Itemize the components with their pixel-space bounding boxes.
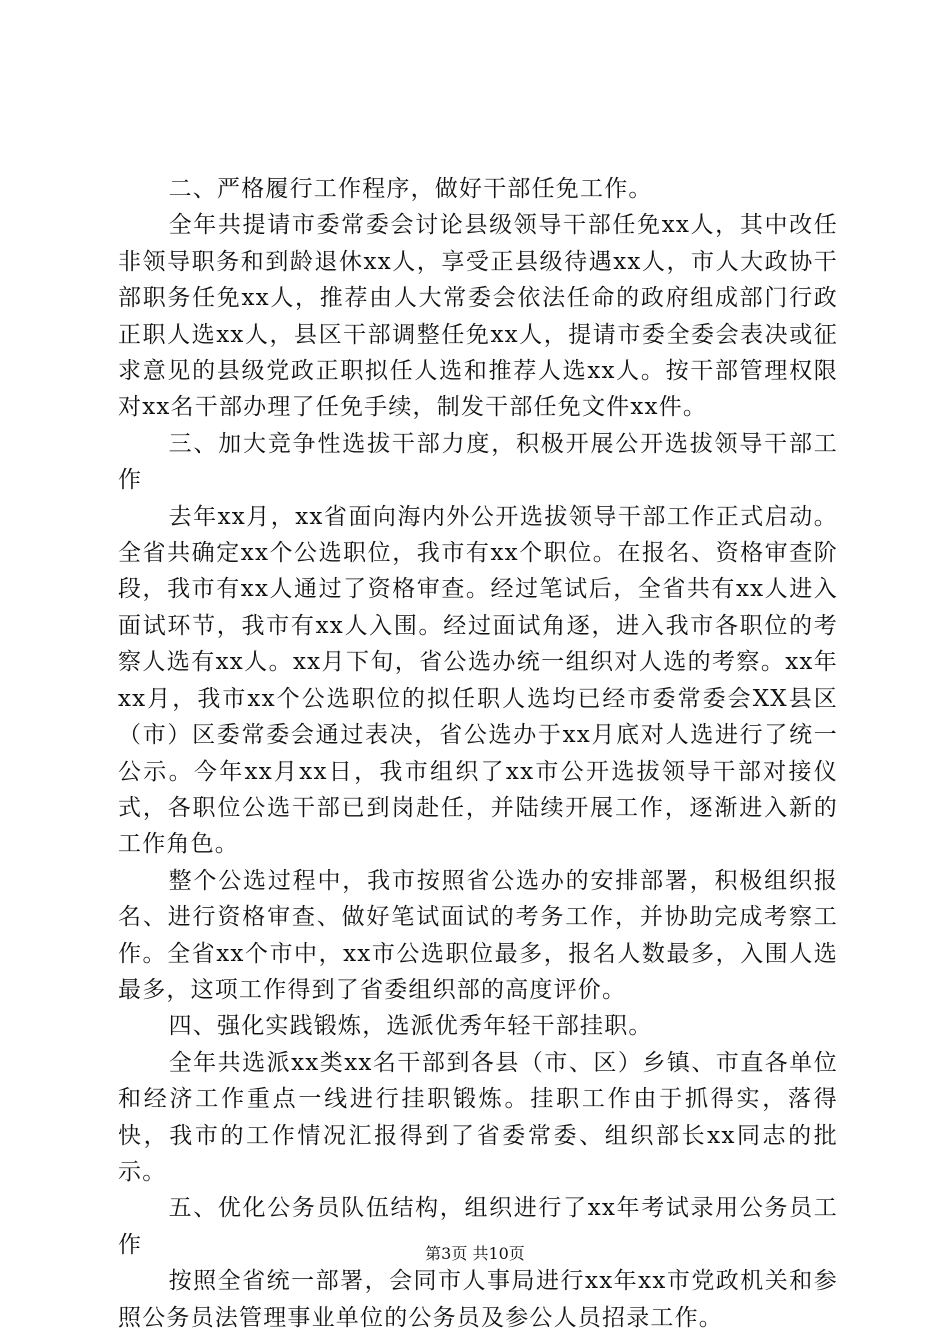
section-heading-5: 五、优化公务员队伍结构，组织进行了xx年考试录用公务员工作 [118, 1195, 838, 1258]
page-number-footer: 第3页 共10页 [425, 1244, 525, 1263]
section-heading-4: 四、强化实践锻炼，选派优秀年轻干部挂职。 [168, 1013, 653, 1040]
section-heading-2: 二、严格履行工作程序，做好干部任免工作。 [168, 176, 653, 202]
paragraph: 按照全省统一部署，会同市人事局进行xx年xx市党政机关和参照公务员法管理事业单位的公务员及参公人员招录工作。 [118, 1268, 838, 1331]
paragraph: 全年共提请市委常委会讨论县级领导干部任免xx人，其中改任非领导职务和到龄退休xx人，享受正县级待遇xx人，市人大政协干部职务任免xx人，推荐由人大常委会依法任命的政府组成部门行政正职人选xx人，县区干部调整任免xx人，提请市委全委会表决或征求意见的县级党政正职拟任人选和推荐人选xx人。按干部管理权限对xx名干部办理了任免手续，制发干部任免文件xx件。 [118, 212, 838, 421]
section-heading-3: 三、加大竞争性选拔干部力度，积极开展公开选拔领导干部工作 [118, 430, 838, 494]
paragraph: 整个公选过程中，我市按照省公选办的安排部署，积极组织报名、进行资格审查、做好笔试面试的考务工作，并协助完成考察工作。全省xx个市中，xx市公选职位最多，报名人数最多，入围人选最多，这项工作得到了省委组织部的高度评价。 [118, 867, 838, 1003]
paragraph: 去年xx月，xx省面向海内外公开选拔领导干部工作正式启动。全省共确定xx个公选职位，我市有xx个职位。在报名、资格审查阶段，我市有xx人通过了资格审查。经过笔试后，全省共有xx人进入面试环节，我市有xx人入围。经过面试角逐，进入我市各职位的考察人选有xx人。xx月下旬，省公选办统一组织对人选的考察。xx年xx月，我市xx个公选职位的拟任职人选均已经市委常委会XX县区（市）区委常委会通过表决，省公选办于xx月底对人选进行了统一公示。今年xx月xx日，我市组织了xx市公开选拔领导干部对接仪式，各职位公选干部已到岗赴任，并陆续开展工作，逐渐进入新的工作角色。 [118, 503, 838, 858]
paragraph: 全年共选派xx类xx名干部到各县（市、区）乡镇、市直各单位和经济工作重点一线进行挂职锻炼。挂职工作由于抓得实，落得快，我市的工作情况汇报得到了省委常委、组织部长xx同志的批示。 [118, 1049, 838, 1185]
document-body [118, 171, 838, 1336]
